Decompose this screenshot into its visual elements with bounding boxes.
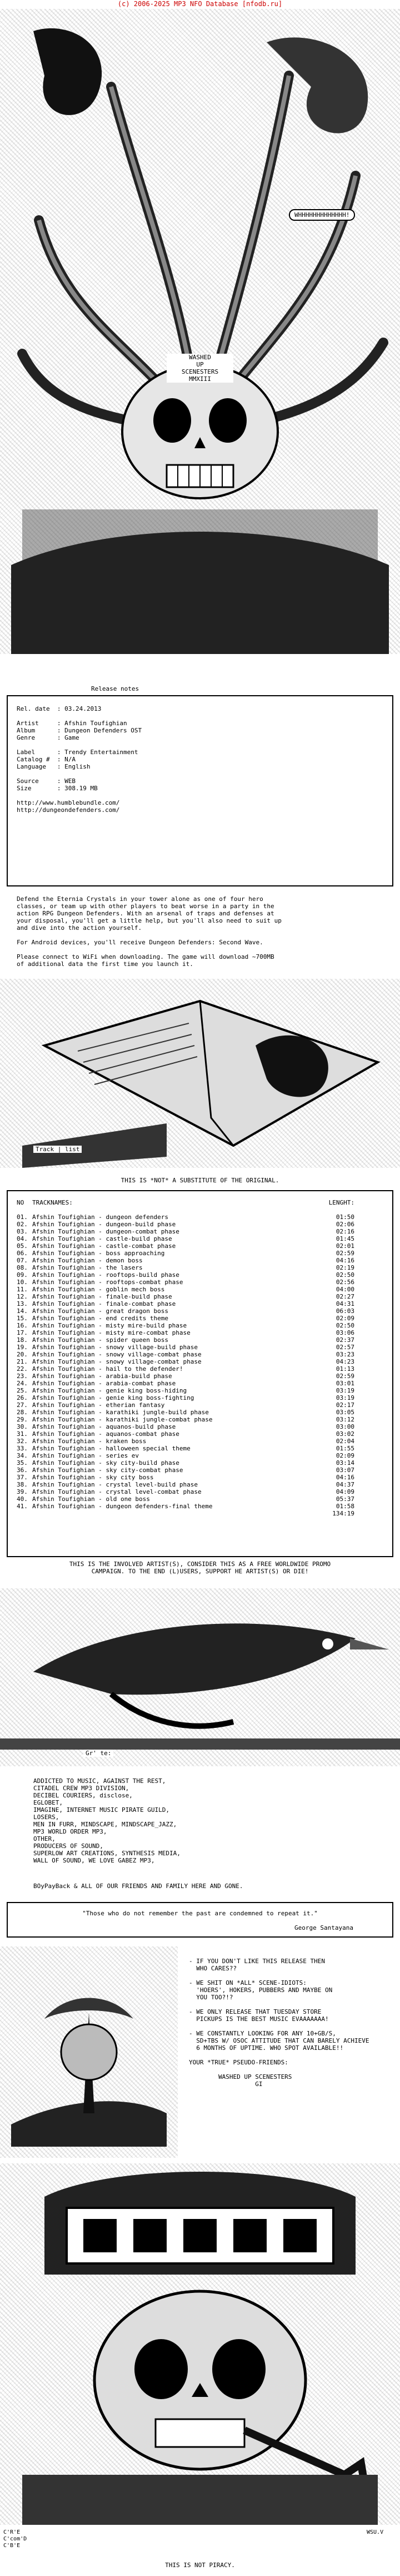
- track-name: Afshin Toufighian - great dragon boss: [32, 1307, 169, 1315]
- intro-shout: WHHHHHHHHHHHHH!: [289, 209, 355, 221]
- track-number: 34.: [17, 1452, 28, 1459]
- track-name: Afshin Toufighian - crystal level-combat phase: [32, 1488, 202, 1495]
- track-name: Afshin Toufighian - karathiki jungle-build phase: [32, 1409, 209, 1416]
- track-length: 02:27: [336, 1293, 354, 1300]
- track-row: [17, 1242, 383, 1250]
- manifesto-art: [0, 1946, 178, 2158]
- quote-box: [7, 1902, 393, 1938]
- open-book-art: [0, 979, 400, 1168]
- track-length: 02:50: [336, 1271, 354, 1279]
- track-name: Afshin Toufighian - arabia-combat phase: [32, 1380, 176, 1387]
- track-name: Afshin Toufighian - dungeon defenders-final theme: [32, 1503, 213, 1510]
- track-row: [17, 1394, 383, 1401]
- description-para1: Defend the Eternia Crystals in your tower alone as one of four hero classes, or team up with other players to beat worse in a party in the action RPG Dungeon Defenders. With an arsenal of traps and defenses at your disposal, you'll get a little help, but you'll also need to suit up and dive into the action yourself.: [17, 895, 282, 932]
- track-length: 03:14: [336, 1459, 354, 1467]
- track-name: Afshin Toufighian - finale-combat phase: [32, 1300, 176, 1307]
- track-number: 22.: [17, 1365, 28, 1373]
- track-number: 30.: [17, 1423, 28, 1430]
- track-row: [17, 1344, 383, 1351]
- description-para3: Please connect to WiFi when downloading. The game will download ~700MB of additional data the first time you launch it.: [17, 953, 274, 968]
- track-number: 19.: [17, 1344, 28, 1351]
- track-row: [17, 1293, 383, 1300]
- track-row: [17, 1430, 383, 1438]
- track-name: Afshin Toufighian - spider queen boss: [32, 1336, 169, 1344]
- track-length: 04:23: [336, 1358, 354, 1365]
- track-name: Afshin Toufighian - karathiki jungle-combat phase: [32, 1416, 213, 1423]
- track-number: 33.: [17, 1445, 28, 1452]
- track-length: 02:37: [336, 1336, 354, 1344]
- track-length: 04:37: [336, 1481, 354, 1488]
- track-number: 24.: [17, 1380, 28, 1387]
- track-length: 04:31: [336, 1300, 354, 1307]
- track-length: 04:16: [336, 1474, 354, 1481]
- track-number: 38.: [17, 1481, 28, 1488]
- track-name: Afshin Toufighian - castle-combat phase: [32, 1242, 176, 1250]
- greets-label: Gr' te:: [83, 1750, 113, 1757]
- track-number: 09.: [17, 1271, 28, 1279]
- tracklist-total: [17, 1510, 383, 1517]
- track-row: [17, 1315, 383, 1322]
- artist-field: Artist : Afshin Toufighian: [17, 720, 127, 727]
- track-row: [17, 1365, 383, 1373]
- track-number: 01.: [17, 1213, 28, 1221]
- track-row: [17, 1271, 383, 1279]
- track-length: 03:23: [336, 1351, 354, 1358]
- group-caption: WASHED UP SCENESTERS MMXIII: [167, 354, 233, 383]
- track-row: [17, 1459, 383, 1467]
- track-name: Afshin Toufighian - castle-build phase: [32, 1235, 172, 1242]
- track-row: [17, 1423, 383, 1430]
- track-row: [17, 1351, 383, 1358]
- track-name: Afshin Toufighian - aquanos-combat phase: [32, 1430, 179, 1438]
- track-name: Afshin Toufighian - arabia-build phase: [32, 1373, 172, 1380]
- track-length: 02:04: [336, 1438, 354, 1445]
- manifesto-text: - IF YOU DON'T LIKE THIS RELEASE THEN WHO CARES?? - WE SHIT ON *ALL* SCENE-IDIOTS: 'HOERS', HOKERS, PUBBERS AND MAYBE ON YOU TOO?!? - WE ONLY RELEASE THAT TUESDAY STORE PICKUPS IS THE BEST MUSIC EVAAAAAAA! - WE CONSTANTLY LOOKING FOR ANY 10+GB/S, SD+TBS W/ OSOC ATTITUDE THAT CAN BARELY ACHIEVE 6 MONTHS OF UPTIME. WHO SPOT AVAILABLE!! YOUR *TRUE* PSEUDO-FRIENDS: WASHED UP SCENESTERS GI: [189, 1958, 369, 2088]
- track-length: 02:57: [336, 1344, 354, 1351]
- source-field: Source : WEB: [17, 777, 76, 785]
- description-para2: For Android devices, you'll receive Dungeon Defenders: Second Wave.: [17, 939, 263, 946]
- track-number: 40.: [17, 1495, 28, 1503]
- track-name: Afshin Toufighian - series ev: [32, 1452, 139, 1459]
- track-row: [17, 1503, 383, 1510]
- track-name: Afshin Toufighian - rooftops-build phase: [32, 1271, 179, 1279]
- track-length: 03:12: [336, 1416, 354, 1423]
- corner-right-tag: WSU.V: [367, 2529, 384, 2535]
- track-name: Afshin Toufighian - snowy village-build phase: [32, 1344, 198, 1351]
- track-number: 06.: [17, 1250, 28, 1257]
- track-name: Afshin Toufighian - snowy village-combat phase: [32, 1358, 202, 1365]
- track-number: 11.: [17, 1286, 28, 1293]
- track-name: Afshin Toufighian - misty mire-build phase: [32, 1322, 187, 1329]
- track-name: Afshin Toufighian - demon boss: [32, 1257, 143, 1264]
- track-length: 01:55: [336, 1445, 354, 1452]
- track-row: [17, 1474, 383, 1481]
- track-row: [17, 1300, 383, 1307]
- track-number: 32.: [17, 1438, 28, 1445]
- skull-tentacles-art: [0, 9, 400, 654]
- track-number: 36.: [17, 1467, 28, 1474]
- track-name: Afshin Toufighian - halloween special theme: [32, 1445, 191, 1452]
- track-row: [17, 1416, 383, 1423]
- track-length: 02:59: [336, 1373, 354, 1380]
- language-field: Language : English: [17, 763, 91, 770]
- quote-text: "Those who do not remember the past are condemned to repeat it.": [82, 1910, 318, 1917]
- track-name: Afshin Toufighian - old one boss: [32, 1495, 150, 1503]
- track-length: 01:58: [336, 1503, 354, 1510]
- track-row: [17, 1213, 383, 1221]
- track-row: [17, 1481, 383, 1488]
- track-length: 02:17: [336, 1401, 354, 1409]
- track-length: 01:45: [336, 1235, 354, 1242]
- track-row: [17, 1438, 383, 1445]
- footer-line: THIS IS NOT PIRACY.: [165, 2562, 235, 2569]
- track-number: 02.: [17, 1221, 28, 1228]
- track-row: [17, 1257, 383, 1264]
- track-number: 12.: [17, 1293, 28, 1300]
- total-length: 134:19: [332, 1510, 354, 1517]
- track-length: 02:01: [336, 1242, 354, 1250]
- track-length: 03:01: [336, 1380, 354, 1387]
- track-rows: [17, 1213, 383, 1510]
- rel-date: Rel. date : 03.24.2013: [17, 705, 102, 712]
- track-row: [17, 1387, 383, 1394]
- track-length: 03:05: [336, 1409, 354, 1416]
- track-length: 03:19: [336, 1387, 354, 1394]
- track-number: 05.: [17, 1242, 28, 1250]
- track-length: 02:50: [336, 1322, 354, 1329]
- track-name: Afshin Toufighian - genie king boss-fighting: [32, 1394, 194, 1401]
- track-name: Afshin Toufighian - finale-build phase: [32, 1293, 172, 1300]
- track-row: [17, 1329, 383, 1336]
- track-name: Afshin Toufighian - sky city-combat phase: [32, 1467, 183, 1474]
- track-number: 16.: [17, 1322, 28, 1329]
- track-row: [17, 1488, 383, 1495]
- track-number: 20.: [17, 1351, 28, 1358]
- promo-dedication: THIS IS THE INVOLVED ARTIST(S), CONSIDER THIS AS A FREE WORLDWIDE PROMO CAMPAIGN. TO THE END (L)USERS, SUPPORT HE ARTIST(S) OR DIE!: [69, 1561, 331, 1575]
- track-name: Afshin Toufighian - sky city-build phase: [32, 1459, 179, 1467]
- track-length: 03:07: [336, 1467, 354, 1474]
- tracklist-label: Track | list: [33, 1146, 82, 1153]
- track-length: 06:03: [336, 1307, 354, 1315]
- track-number: 26.: [17, 1394, 28, 1401]
- greets-list: ADDICTED TO MUSIC, AGAINST THE REST, CITADEL CREW MP3 DIVISION, DECIBEL COURIERS, disclose, EGLOBET, IMAGINE, INTERNET MUSIC PIRATE GUILD, LOSERS, MEN IN FURR, MINDSCAPE, MINDSCAPE_JAZZ, MP3 WORLD ORDER MP3, OTHER, PRODUCERS OF SOUND, SUPERLOW ART CREATIONS, SYNTHESIS MEDIA, WALL OF SOUND, WE LOVE GABEZ MP3,: [33, 1777, 181, 1864]
- track-name: Afshin Toufighian - boss approaching: [32, 1250, 165, 1257]
- site-header[interactable]: (c) 2006-2025 MP3 NFO Database [nfodb.ru]: [117, 0, 283, 8]
- track-length: 02:09: [336, 1452, 354, 1459]
- track-length: 03:02: [336, 1430, 354, 1438]
- track-row: [17, 1401, 383, 1409]
- track-row: [17, 1235, 383, 1242]
- track-length: 04:16: [336, 1257, 354, 1264]
- track-number: 27.: [17, 1401, 28, 1409]
- track-number: 25.: [17, 1387, 28, 1394]
- tracklist: [17, 1199, 383, 1517]
- track-length: 04:09: [336, 1488, 354, 1495]
- track-number: 04.: [17, 1235, 28, 1242]
- genre-field: Genre : Game: [17, 734, 79, 741]
- catalog-field: Catalog # : N/A: [17, 756, 76, 763]
- track-number: 08.: [17, 1264, 28, 1271]
- track-name: Afshin Toufighian - misty mire-combat phase: [32, 1329, 191, 1336]
- track-row: [17, 1228, 383, 1235]
- track-row: [17, 1307, 383, 1315]
- track-number: 37.: [17, 1474, 28, 1481]
- track-number: 31.: [17, 1430, 28, 1438]
- track-length: 03:06: [336, 1329, 354, 1336]
- track-number: 28.: [17, 1409, 28, 1416]
- url-humblebundle[interactable]: http://www.humblebundle.com/: [17, 799, 120, 806]
- track-row: [17, 1286, 383, 1293]
- intro-art: [0, 9, 400, 654]
- track-number: 29.: [17, 1416, 28, 1423]
- track-row: [17, 1380, 383, 1387]
- release-notes-heading: Release notes: [89, 685, 141, 692]
- track-number: 07.: [17, 1257, 28, 1264]
- track-name: Afshin Toufighian - crystal level-build phase: [32, 1481, 198, 1488]
- not-substitute-notice: THIS IS *NOT* A SUBSTITUTE OF THE ORIGINAL.: [121, 1177, 279, 1184]
- track-name: Afshin Toufighian - snowy village-combat phase: [32, 1351, 202, 1358]
- track-row: [17, 1279, 383, 1286]
- track-row: [17, 1322, 383, 1329]
- track-row: [17, 1264, 383, 1271]
- track-length: 02:06: [336, 1221, 354, 1228]
- track-name: Afshin Toufighian - dungeon-combat phase: [32, 1228, 179, 1235]
- track-name: Afshin Toufighian - dungeon-build phase: [32, 1221, 176, 1228]
- track-row: [17, 1358, 383, 1365]
- track-row: [17, 1495, 383, 1503]
- bird-art: [0, 1588, 400, 1766]
- track-row: [17, 1409, 383, 1416]
- track-number: 10.: [17, 1279, 28, 1286]
- track-name: Afshin Toufighian - genie king boss-hiding: [32, 1387, 187, 1394]
- track-length: 03:00: [336, 1423, 354, 1430]
- track-name: Afshin Toufighian - sky city boss: [32, 1474, 154, 1481]
- quote-author: George Santayana: [294, 1924, 353, 1931]
- corner-left-tag: C'R'E C'com'D C'B'E: [3, 2529, 27, 2549]
- track-name: Afshin Toufighian - etherian fantasy: [32, 1401, 165, 1409]
- track-number: 23.: [17, 1373, 28, 1380]
- track-length: 02:59: [336, 1250, 354, 1257]
- track-number: 13.: [17, 1300, 28, 1307]
- track-row: [17, 1336, 383, 1344]
- track-name: Afshin Toufighian - aquanos-build phase: [32, 1423, 176, 1430]
- col-tracknames: TRACKNAMES:: [32, 1199, 73, 1206]
- track-length: 01:13: [336, 1365, 354, 1373]
- url-dungeondefenders[interactable]: http://dungeondefenders.com/: [17, 806, 120, 814]
- track-number: 03.: [17, 1228, 28, 1235]
- track-name: Afshin Toufighian - the lasers: [32, 1264, 143, 1271]
- track-length: 05:37: [336, 1495, 354, 1503]
- track-name: Afshin Toufighian - dungeon defenders: [32, 1213, 169, 1221]
- track-name: Afshin Toufighian - hail to the defender!: [32, 1365, 183, 1373]
- track-row: [17, 1445, 383, 1452]
- track-number: 39.: [17, 1488, 28, 1495]
- track-name: Afshin Toufighian - rooftops-combat phase: [32, 1279, 183, 1286]
- greets-art: [0, 1588, 400, 1766]
- track-row: [17, 1250, 383, 1257]
- track-number: 35.: [17, 1459, 28, 1467]
- track-name: Afshin Toufighian - kraken boss: [32, 1438, 147, 1445]
- track-length: 04:00: [336, 1286, 354, 1293]
- track-name: Afshin Toufighian - goblin mech boss: [32, 1286, 165, 1293]
- track-row: [17, 1373, 383, 1380]
- track-length: 03:19: [336, 1394, 354, 1401]
- track-row: [17, 1467, 383, 1474]
- track-length: 02:16: [336, 1228, 354, 1235]
- tracklist-art: [0, 979, 400, 1168]
- track-number: 41.: [17, 1503, 28, 1510]
- track-length: 02:09: [336, 1315, 354, 1322]
- album-field: Album : Dungeon Defenders OST: [17, 727, 142, 734]
- track-length: 01:50: [336, 1213, 354, 1221]
- track-number: 21.: [17, 1358, 28, 1365]
- tracklist-header: [17, 1199, 383, 1206]
- track-number: 17.: [17, 1329, 28, 1336]
- track-length: 02:56: [336, 1279, 354, 1286]
- col-length: LENGHT:: [328, 1199, 354, 1206]
- outro-art: [0, 2163, 400, 2525]
- tree-landscape-art: [0, 1946, 178, 2158]
- track-row: [17, 1452, 383, 1459]
- track-row: [17, 1221, 383, 1228]
- size-field: Size : 308.19 MB: [17, 785, 98, 792]
- track-number: 18.: [17, 1336, 28, 1344]
- track-length: 02:19: [336, 1264, 354, 1271]
- track-number: 15.: [17, 1315, 28, 1322]
- track-number: 14.: [17, 1307, 28, 1315]
- skull-pipe-art: [0, 2163, 400, 2525]
- track-name: Afshin Toufighian - end credits theme: [32, 1315, 169, 1322]
- greets-footer: BOyPayBack & ALL OF OUR FRIENDS AND FAMILY HERE AND GONE.: [33, 1883, 243, 1890]
- col-no: NO: [17, 1199, 24, 1206]
- label-field: Label : Trendy Entertainment: [17, 749, 138, 756]
